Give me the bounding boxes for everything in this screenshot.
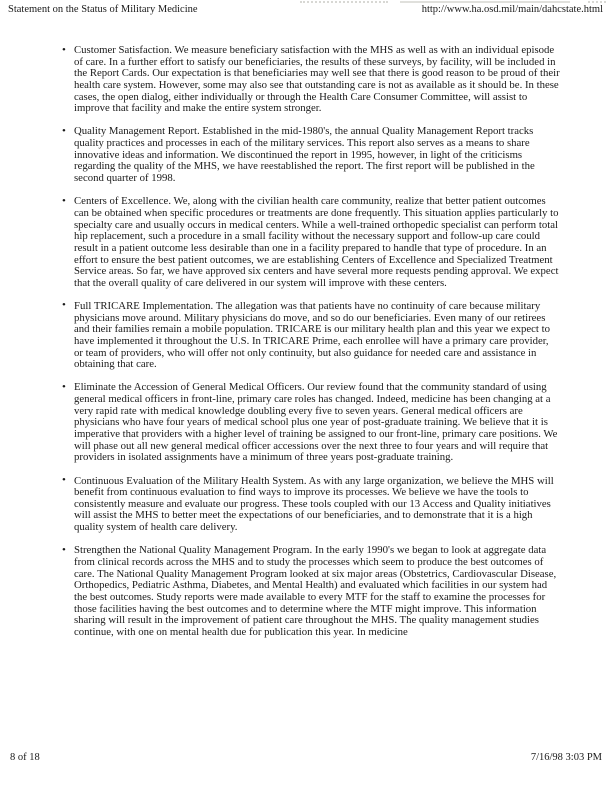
bullet-list [0, 45, 560, 639]
bullet-item-centers-of-excellence: • Centers of Excellence. We, along with the civilian health care community, realize that better patient outcomes can be obtained when specific procedures or treatments are done frequently. This situation applies particularly to specialty care and usually occurs in medical centers. While a well-trained orthopedic specialist can perform total hip replacement, such a procedure in a small facility without the necessary support and follow-up care could result in a patient outcome less desirable than one in a facility prepared to handle that type of procedure. In an effort to ensure the best patient outcomes, we are establishing Centers of Excellence and Specialized Treatment Service areas. So far, we have approved six centers and have several more requests pending approval. We expect that the overall quality of care delivered in our system will improve with these centers. [0, 196, 560, 289]
page-number: 8 of 18 [10, 752, 40, 763]
bullet-item-full-tricare-implementation: • Full TRICARE Implementation. The allegation was that patients have no continuity of care because military physicians move around. Military physicians do move, and so do our beneficiaries. Even many of our retirees and their families remain a mobile population. TRICARE is our military health plan and this year we expect to have implemented it throughout the U.S. In TRICARE Prime, each enrollee will have a primary care provider, or team of providers, who will offer not only continuity, but also guidance for needed care and assistance in obtaining that care. [0, 301, 560, 371]
page-footer [10, 751, 602, 764]
bullet-item-eliminate-accession-gmo: • Eliminate the Accession of General Medical Officers. Our review found that the community standard of using general medical officers in front-line, primary care roles has changed. Indeed, medicine has been changing at a very rapid rate with medical knowledge doubling every five to seven years. General medical officers are physicians who have four years of medical school plus one year of post-graduate training. We believe that it is imperative that providers with a higher level of training be assigned to our front-line, primary care positions. We will phase out all new general medical officer accessions over the next three to four years and will require that providers in isolated assignments have a minimum of three years post-graduate training. [0, 382, 560, 464]
bullet-item-strengthen-nqmp: • Strengthen the National Quality Management Program. In the early 1990's we began to look at aggregate data from clinical records across the MHS and to study the processes which seem to produce the best outcomes of care. The National Quality Management Program looked at six major areas (Obstetrics, Cardiovascular Disease, Orthopedics, Pediatric Asthma, Diabetes, and Mental Health) and evaluated which facilities in our system had the best outcomes. Study reports were made available to every MTF for the staff to examine the processes for those facilities having the best outcomes and to determine where the MTF might improve. This information sharing will result in the improvement of patient care throughout the MHS. The quality management studies continue, with one on mental health due for publication this year. In medicine [0, 545, 560, 638]
document-title: Statement on the Status of Military Medicine [8, 4, 198, 15]
bullet-item-customer-satisfaction: • Customer Satisfaction. We measure beneficiary satisfaction with the MHS as well as with an individual episode of care. In a further effort to satisfy our beneficiaries, the results of these surveys, by facility, will be included in the Report Cards. Our expectation is that beneficiaries may well see that there is good reason to be proud of their health care system. However, some may also see that outstanding care is not as available as it should be. In these cases, the open dialog, either individually or through the Health Care Consumer Committee, will assist to improve that facility and make the entire system stronger. [0, 45, 560, 115]
bullet-item-continuous-evaluation: • Continuous Evaluation of the Military Health System. As with any large organization, we believe the MHS will benefit from continuous evaluation to find ways to improve its processes. We believe we have the tools to consistently measure and evaluate our progress. These tools coupled with our 13 Access and Quality initiatives will assist the MHS to better meet the expectations of our beneficiaries, and to demonstrate that it is a high quality system of health care delivery. [0, 476, 560, 534]
bullet-item-quality-management-report: • Quality Management Report. Established in the mid-1980's, the annual Quality Management Report tracks quality practices and processes in each of the military services. This report also serves as a means to share innovative ideas and information. We discontinued the report in 1995, however, in light of the criticisms regarding the quality of the MHS, we have reestablished the report. The first report will be published in the second quarter of 1998. [0, 126, 560, 184]
document-url: http://www.ha.osd.mil/main/dahcstate.html [421, 4, 603, 15]
document-body [0, 45, 560, 650]
page-header [8, 3, 603, 16]
print-timestamp: 7/16/98 3:03 PM [530, 752, 602, 763]
